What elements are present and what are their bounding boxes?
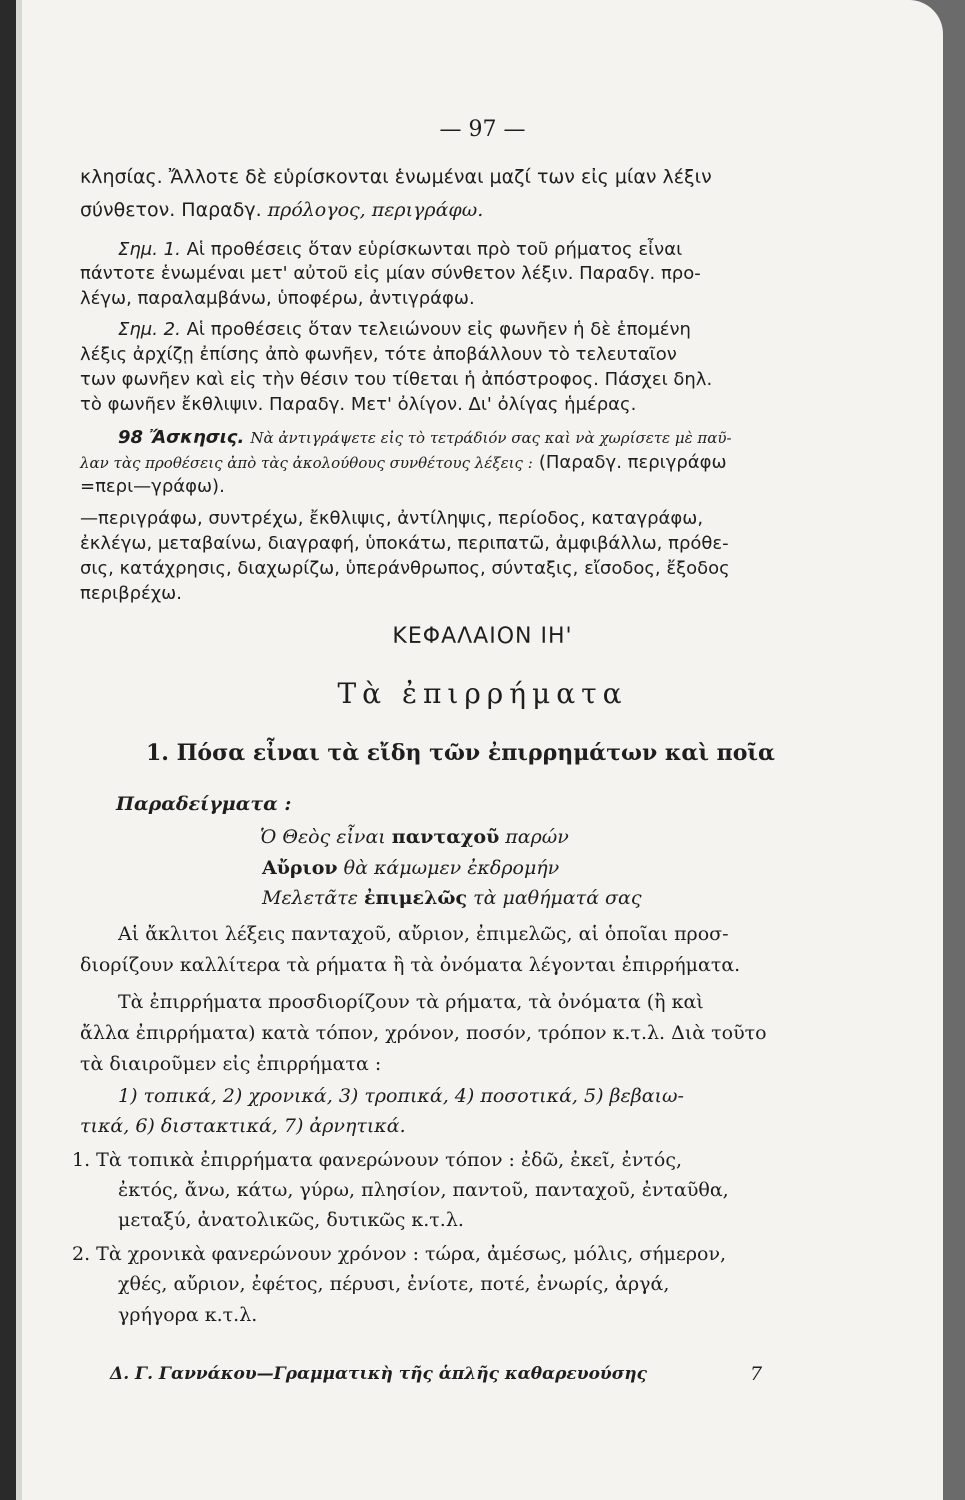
examples-label: Παραδείγματα : xyxy=(116,793,292,815)
exercise-words: ἐκλέγω, μεταβαίνω, διαγραφή, ὑποκάτω, περιπατῶ, ἀμφιβάλλω, πρόθε- xyxy=(80,533,729,554)
text-line: =περι—γράφω). xyxy=(80,476,225,497)
body-paragraph: Αἱ ἄκλιτοι λέξεις πανταχοῦ, αὔριον, ἐπιμελῶς, αἱ ὁποῖαι προσ- xyxy=(118,923,729,945)
item-local: μεταξύ, ἀνατολικῶς, δυτικῶς κ.τ.λ. xyxy=(118,1209,464,1231)
text-line: τὸ φωνῆεν ἔκθλιψιν. Παραδγ. Μετ' ὀλίγον. Δι' ὀλίγας ἡμέρας. xyxy=(80,394,637,415)
text-line: σύνθετον. Παραδγ. πρόλογος, περιγράφω. xyxy=(80,199,484,221)
exercise-heading: 98 Ἄσκησις. Νὰ ἀντιγράψετε εἰς τὸ τετράδιόν σας καὶ νὰ χωρίσετε μὲ παῦ- xyxy=(118,427,732,448)
item-time: γρήγορα κ.τ.λ. xyxy=(118,1304,258,1326)
item-local: ἐκτός, ἄνω, κάτω, γύρω, πλησίον, παντοῦ, πανταχοῦ, ἐνταῦθα, xyxy=(118,1179,729,1201)
text-line: των φωνῆεν καὶ εἰς τὴν θέσιν του τίθεται ἡ ἀπόστροφος. Πάσχει δηλ. xyxy=(80,369,713,390)
body-paragraph: διορίζουν καλλίτερα τὰ ρήματα ἢ τὰ ὀνόματα λέγονται ἐπιρρήματα. xyxy=(80,954,741,976)
example-line: Ὁ Θεὸς εἶναι πανταχοῦ παρών xyxy=(260,826,569,848)
chapter-title: Τὰ ἐπιρρήματα xyxy=(337,677,628,710)
section-title: 1. Πόσα εἶναι τὰ εἴδη τῶν ἐπιρρημάτων καὶ ποῖα xyxy=(146,740,775,766)
page-number: — 97 — xyxy=(439,117,526,142)
text-line: λέξις ἀρχίζῃ ἐπίσης ἀπὸ φωνῆεν, τότε ἀποβάλλουν τὸ τελευταῖον xyxy=(80,344,677,365)
chapter-heading: ΚΕΦΑΛΑΙΟΝ ΙΗ' xyxy=(392,624,573,649)
body-paragraph: Τὰ ἐπιρρήματα προσδιορίζουν τὰ ρήματα, τὰ ὀνόματα (ἢ καὶ xyxy=(118,991,704,1013)
text-line: λέγω, παραλαμβάνω, ὑποφέρω, ἀντιγράφω. xyxy=(80,288,475,309)
text-line: λαν τὰς προθέσεις ἀπὸ τὰς ἀκολούθους συνθέτους λέξεις : (Παραδγ. περιγράφω xyxy=(80,452,727,473)
footer-page-number: 7 xyxy=(750,1363,763,1385)
exercise-words: —περιγράφω, συντρέχω, ἔκθλιψις, ἀντίληψις, περίοδος, καταγράφω, xyxy=(80,508,704,529)
scan-left-edge xyxy=(0,0,22,1500)
item-time: 2. Τὰ χρονικὰ φανερώνουν χρόνον : τώρα, ἀμέσως, μόλις, σήμερον, xyxy=(72,1243,727,1265)
exercise-words: σις, κατάχρησις, διαχωρίζω, ὑπεράνθρωπος, σύνταξις, εἴσοδος, ἔξοδος xyxy=(80,558,730,579)
book-page xyxy=(22,0,943,1500)
categories-list: 1) τοπικά, 2) χρονικά, 3) τροπικά, 4) ποσοτικά, 5) βεβαιω- xyxy=(118,1085,684,1107)
footer-book-title: Δ. Γ. Γαννάκου—Γραμματικὴ τῆς ἁπλῆς καθαρευούσης xyxy=(110,1364,647,1384)
item-time: χθές, αὔριον, ἐφέτος, πέρυσι, ἐνίοτε, ποτέ, ἐνωρίς, ἀργά, xyxy=(118,1273,670,1295)
note-2: Σημ. 2. Αἱ προθέσεις ὅταν τελειώνουν εἰς φωνῆεν ἡ δὲ ἑπομένη xyxy=(118,319,691,340)
categories-list: τικά, 6) διστακτικά, 7) ἀρνητικά. xyxy=(80,1115,406,1137)
exercise-words: περιβρέχω. xyxy=(80,583,182,604)
text-line: κλησίας. Ἄλλοτε δὲ εὑρίσκονται ἑνωμέναι μαζί των εἰς μίαν λέξιν xyxy=(80,166,712,188)
body-paragraph: ἄλλα ἐπιρρήματα) κατὰ τόπον, χρόνον, ποσόν, τρόπον κ.τ.λ. Διὰ τοῦτο xyxy=(80,1022,767,1044)
example-line: Μελετᾶτε ἐπιμελῶς τὰ μαθήματά σας xyxy=(262,887,642,909)
text-line: πάντοτε ἑνωμέναι μετ' αὐτοῦ εἰς μίαν σύνθετον λέξιν. Παραδγ. προ- xyxy=(80,263,701,284)
example-line: Αὔριον θὰ κάμωμεν ἐκδρομήν xyxy=(262,857,560,879)
item-local: 1. Τὰ τοπικὰ ἐπιρρήματα φανερώνουν τόπον : ἐδῶ, ἐκεῖ, ἐντός, xyxy=(72,1149,683,1171)
body-paragraph: τὰ διαιροῦμεν εἰς ἐπιρρήματα : xyxy=(80,1053,382,1075)
note-1: Σημ. 1. Αἱ προθέσεις ὅταν εὑρίσκωνται πρὸ τοῦ ρήματος εἶναι xyxy=(118,239,683,260)
